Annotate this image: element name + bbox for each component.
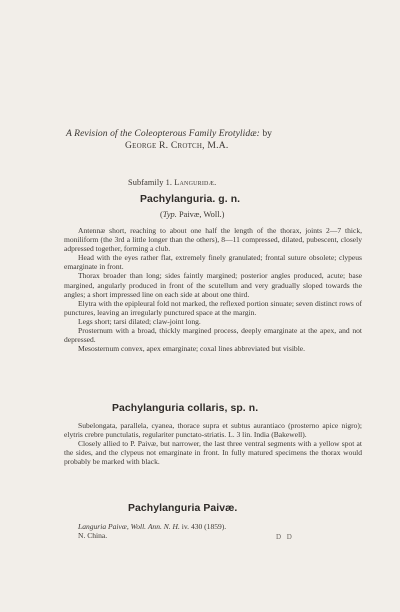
genus-paragraph-thorax: Thorax broader than long; sides faintly margined; posterior angles produced, acute; base margined, angularly produced in front of the scutellum and very gradually sloped towards the angles; a short impressed line on each side at about one third. (64, 271, 362, 299)
genus-paragraph-antennae: Antennæ short, reaching to about one half the length of the thorax, joints 2—7 thick, moniliform (the 3rd a little longer than the others), 8—11 compressed, dilated, pubescent, closely adpressed together, forming a club. (64, 226, 362, 254)
genus-paragraph-head: Head with the eyes rather flat, extremely finely granulated; frontal suture obsolete; clypeus emarginate in front. (64, 253, 362, 272)
subfamily-name: Languridæ. (174, 178, 217, 187)
species-collaris-latin: Subelongata, parallela, cyanea, thorace supra et subtus aurantiaco (prosterno apice nigro); elytris crebre punctulatis, regulariter punctato-striatis. L. 3 lin. India (Bakewell). (64, 421, 362, 440)
species-paivae-citation: Languria Paivæ, Woll. Ann. N. H. iv. 430 (1859). (78, 522, 227, 531)
species-collaris-heading: Pachylanguria collaris, sp. n. (112, 403, 259, 414)
species-collaris-notes: Closely allied to P. Paivæ, but narrower, the last three ventral segments with a yellow spot at the sides, and the clypeus not emarginate in front. In fully matured specimens the thorax would probably be marked with black. (64, 439, 362, 467)
species-collaris-description (64, 421, 362, 466)
genus-paragraph-prosternum: Prosternum with a broad, thickly margined process, deeply emarginate at the apex, and not depressed. (64, 326, 362, 345)
genus-description (64, 226, 362, 353)
genus-heading: Pachylanguria. g. n. (140, 194, 241, 205)
genus-paragraph-legs: Legs short; tarsi dilated; claw-joint long. (78, 316, 201, 326)
article-title-italic: A Revision of the Coleopterous Family Erotylidæ: (66, 128, 260, 139)
species-paivae-description (64, 522, 362, 540)
genus-paragraph-elytra: Elytra with the epipleural fold not marked, the reflexed portion sinuate; seven distinct rows of punctures, leaving an irregularly punctured space at the margin. (64, 298, 362, 317)
subfamily-label: Subfamily 1. (128, 178, 175, 187)
article-author: George R. Crotch, M.A. (125, 140, 229, 151)
genus-paragraph-mesosternum: Mesosternum convex, apex emarginate; coxal lines abbreviated but visible. (78, 344, 306, 354)
genus-type-note: (Typ. Paivæ, Woll.) (160, 210, 225, 219)
subfamily-heading (128, 178, 216, 187)
article-title-by: by (259, 128, 273, 139)
article-title (66, 128, 366, 152)
species-paivae-locality: N. China. (78, 531, 108, 541)
folio-signature: D D (276, 533, 294, 541)
species-paivae-heading: Pachylanguria Paivæ. (128, 503, 238, 514)
